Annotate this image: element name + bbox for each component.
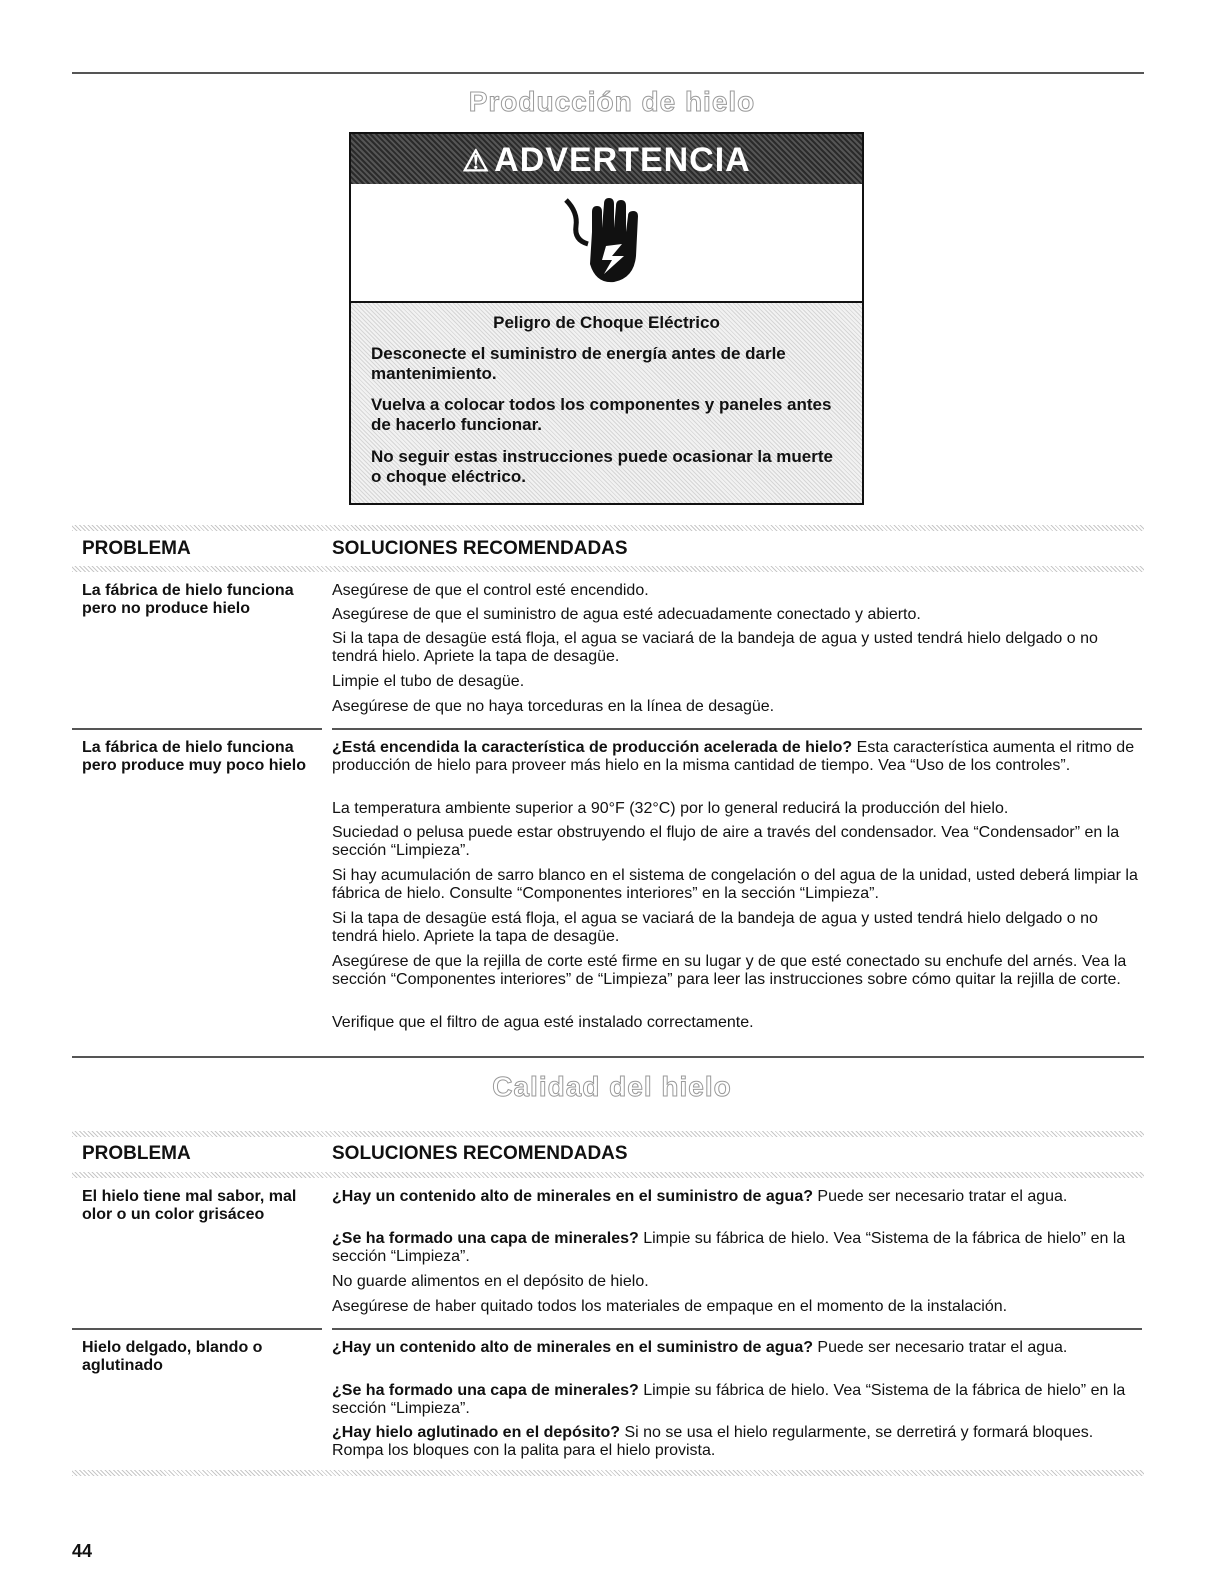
table2-row1-s1-rest: Puede ser necesario tratar el agua. xyxy=(812,1188,1068,1205)
table2-row2-s1-bold: ¿Hay un contenido alto de minerales en el suministro de agua? xyxy=(332,1339,813,1356)
table1-row-separator-solutions xyxy=(332,728,1142,730)
table1-col-problem: PROBLEMA xyxy=(82,538,191,559)
table1-row1-problem: La fábrica de hielo funciona pero no produce hielo xyxy=(82,582,294,617)
table2-row1-solution-2 xyxy=(332,1230,1142,1266)
table1-col-solutions: SOLUCIONES RECOMENDADAS xyxy=(332,538,628,559)
warning-icon-area xyxy=(351,184,862,303)
table1-top-rule xyxy=(72,525,1144,531)
table2-header-rule xyxy=(72,1172,1144,1178)
table1-row2-s1-rest: Esta característica aumenta el ritmo de producción de hielo para proveer más hielo en la misma cantidad de tiempo. Vea “Uso de los controles”. xyxy=(332,739,1135,774)
table2-row2-s2-rest: Limpie su fábrica de hielo. Vea “Sistema de la fábrica de hielo” en la sección “Limpieza”. xyxy=(332,1382,1126,1417)
table1-row2-solution-5: Si la tapa de desagüe está floja, el agua se vaciará de la bandeja de agua y usted tendrá hielo delgado o no tendrá hielo. Apriete la tapa de desagüe. xyxy=(332,910,1098,945)
table1-row2-solution-1 xyxy=(332,739,1142,775)
warning-header xyxy=(351,134,862,184)
table1-row2-solution-7: Verifique que el filtro de agua esté instalado correctamente. xyxy=(332,1014,754,1031)
table1-row1-solution-2: Asegúrese de que el suministro de agua esté adecuadamente conectado y abierto. xyxy=(332,606,921,623)
page-number: 44 xyxy=(72,1541,93,1561)
table2-row2-s3-rest: Si no se usa el hielo regularmente, se derretirá y formará bloques. Rompa los bloques con la palita para el hielo provista. xyxy=(332,1424,1094,1459)
table2-row1-s2-bold: ¿Se ha formado una capa de minerales? xyxy=(332,1230,639,1247)
warning-para-2: Vuelva a colocar todos los componentes y paneles antes de hacerlo funcionar. xyxy=(371,395,832,434)
table2-row-separator-solutions xyxy=(332,1328,1142,1330)
section-rule xyxy=(72,1056,1144,1058)
table2-row2-s1-rest: Puede ser necesario tratar el agua. xyxy=(812,1339,1068,1356)
section-title-ice-quality: Calidad del hielo xyxy=(492,1071,732,1102)
section-title-ice-production: Producción de hielo xyxy=(468,86,756,117)
warning-para-3: No seguir estas instrucciones puede ocasionar la muerte o choque eléctrico. xyxy=(371,447,833,486)
table1-row1-solution-1: Asegúrese de que el control esté encendido. xyxy=(332,582,649,599)
electric-shock-hand-icon xyxy=(558,192,648,292)
table1-row1-solution-4: Limpie el tubo de desagüe. xyxy=(332,673,525,690)
warning-para-1: Desconecte el suministro de energía antes de darle mantenimiento. xyxy=(371,344,786,383)
table2-row2-problem: Hielo delgado, blando o aglutinado xyxy=(82,1339,263,1374)
table2-col-solutions: SOLUCIONES RECOMENDADAS xyxy=(332,1143,628,1164)
top-rule xyxy=(72,72,1144,74)
warning-triangle-icon: ⚠ xyxy=(462,145,491,178)
table2-row2-solution-2 xyxy=(332,1382,1142,1418)
table2-row2-s2-bold: ¿Se ha formado una capa de minerales? xyxy=(332,1382,639,1399)
table2-row1-solution-1 xyxy=(332,1188,1142,1206)
table1-row2-solution-6: Asegúrese de que la rejilla de corte esté firme en su lugar y de que esté conectado su enchufe del arnés. Vea la sección “Componentes interiores” de “Limpieza” para leer las instrucciones sobre cómo quitar la rejilla de corte. xyxy=(332,953,1127,988)
warning-body xyxy=(351,303,862,503)
table1-row2-s1-bold: ¿Está encendida la característica de producción acelerada de hielo? xyxy=(332,739,853,756)
table2-row2-solution-3 xyxy=(332,1424,1142,1460)
table1-header-rule xyxy=(72,566,1144,572)
table1-row2-solution-4: Si hay acumulación de sarro blanco en el sistema de congelación o del agua de la unidad, usted deberá limpiar la fábrica de hielo. Consulte “Componentes interiores” en la sección “Limpieza”. xyxy=(332,867,1138,902)
table1-row2-solution-2: La temperatura ambiente superior a 90°F (32°C) por lo general reducirá la producción del hielo. xyxy=(332,800,1009,817)
table1-row2-solution-3: Suciedad o pelusa puede estar obstruyendo el flujo de aire a través del condensador. Vea “Condensador” en la sección “Limpieza”. xyxy=(332,824,1120,859)
warning-title: Peligro de Choque Eléctrico xyxy=(493,313,720,332)
table2-row1-s2-rest: Limpie su fábrica de hielo. Vea “Sistema de la fábrica de hielo” en la sección “Limpieza”. xyxy=(332,1230,1126,1265)
table1-row2-problem: La fábrica de hielo funciona pero produce muy poco hielo xyxy=(82,739,307,774)
table2-row1-s1-bold: ¿Hay un contenido alto de minerales en el suministro de agua? xyxy=(332,1188,813,1205)
warning-box xyxy=(349,132,864,505)
table1-row-separator-problem xyxy=(72,728,322,730)
table2-row1-solution-4: Asegúrese de haber quitado todos los materiales de empaque en el momento de la instalación. xyxy=(332,1298,1008,1315)
warning-header-label: ADVERTENCIA xyxy=(494,141,751,179)
table2-row-separator-problem xyxy=(72,1328,322,1330)
table2-row1-solution-3: No guarde alimentos en el depósito de hielo. xyxy=(332,1273,649,1290)
table1-row1-solution-3: Si la tapa de desagüe está floja, el agua se vaciará de la bandeja de agua y usted tendrá hielo delgado o no tendrá hielo. Apriete la tapa de desagüe. xyxy=(332,630,1098,665)
table2-bottom-rule xyxy=(72,1470,1144,1476)
table2-col-problem: PROBLEMA xyxy=(82,1143,191,1164)
table1-row1-solution-5: Asegúrese de que no haya torceduras en la línea de desagüe. xyxy=(332,698,775,715)
table2-row2-solution-1 xyxy=(332,1339,1142,1357)
table2-top-rule xyxy=(72,1131,1144,1137)
table2-row2-s3-bold: ¿Hay hielo aglutinado en el depósito? xyxy=(332,1424,621,1441)
table2-row1-problem: El hielo tiene mal sabor, mal olor o un color grisáceo xyxy=(82,1188,297,1223)
